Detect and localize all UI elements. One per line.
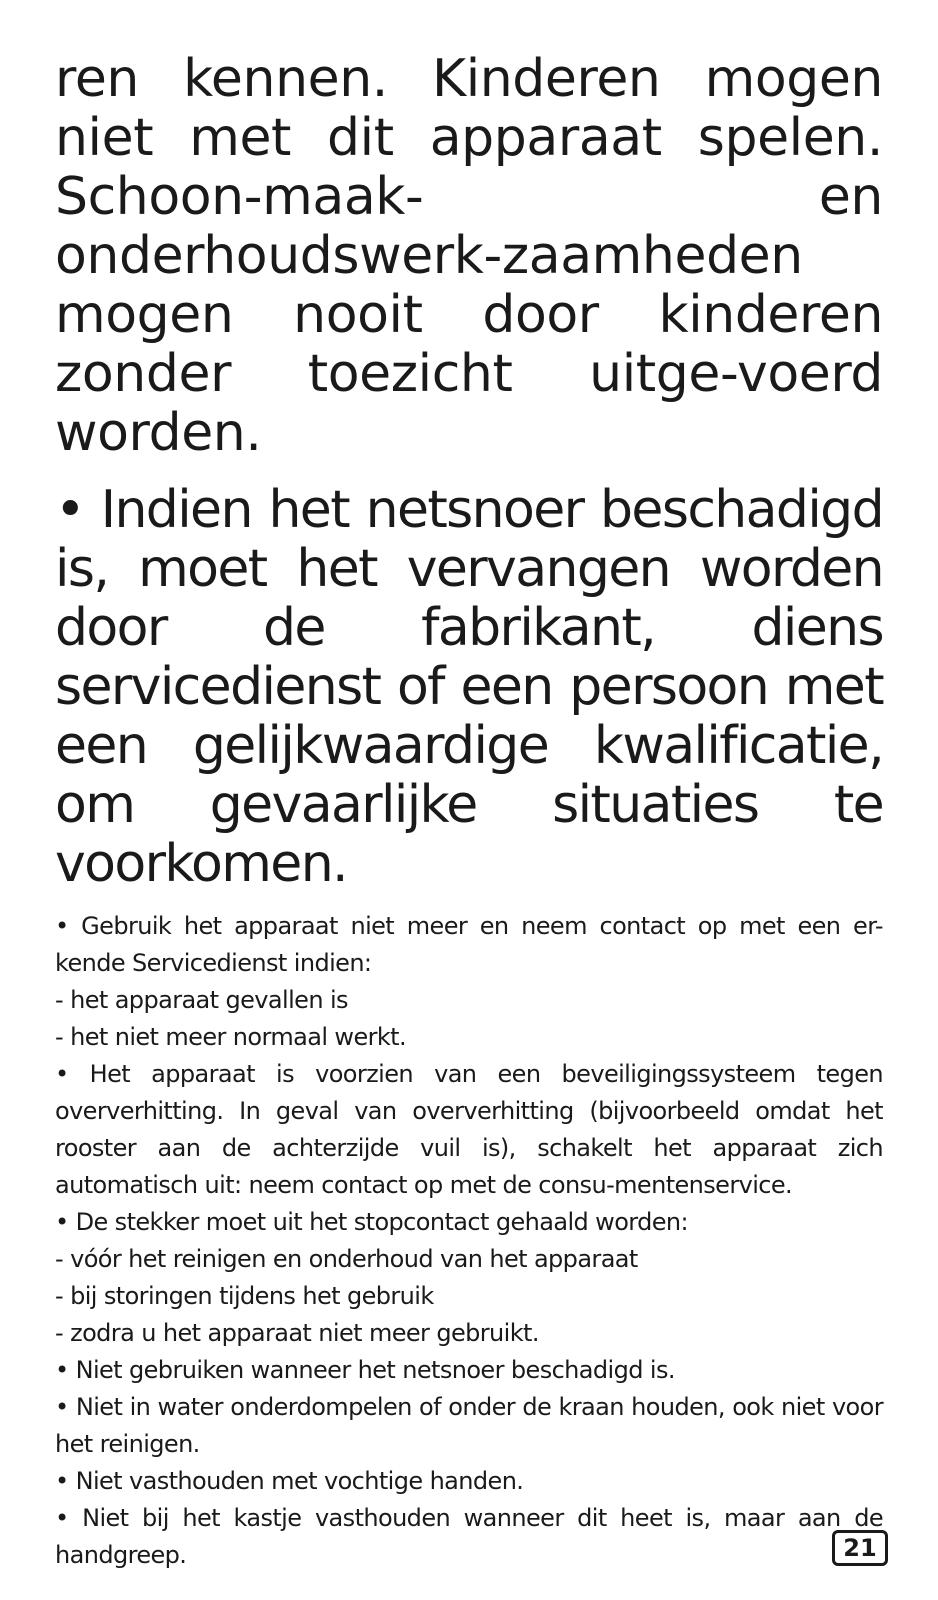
instruction-item: • Het apparaat is voorzien van een beveiligingssysteem tegen oververhitting. In geval van oververhitting (bijvoorbeeld omdat het rooster aan de achterzijde vuil is), schakelt het apparaat zich automatisch uit: neem contact op met de consu-mentenservice. <box>55 1060 883 1199</box>
instruction-item: • Gebruik het apparaat niet meer en neem contact op met een er-kende Servicedienst indien: <box>55 912 883 977</box>
instruction-item: • Niet gebruiken wanneer het netsnoer beschadigd is. <box>55 1356 675 1384</box>
instruction-item: - vóór het reinigen en onderhoud van het apparaat <box>55 1245 638 1273</box>
instruction-list <box>55 908 883 1574</box>
instruction-item: • Niet in water onderdompelen of onder de kraan houden, ook niet voor het reinigen. <box>55 1393 883 1458</box>
instruction-item: • De stekker moet uit het stopcontact gehaald worden: <box>55 1208 689 1236</box>
intro-paragraph: ren kennen. Kinderen mogen niet met dit apparaat spelen. Schoon-maak- en onderhoudswerk-zaamheden mogen nooit door kinderen zonder toezicht uitge-voerd worden. <box>55 49 883 463</box>
instruction-item: - het niet meer normaal werkt. <box>55 1023 407 1051</box>
instruction-item: - bij storingen tijdens het gebruik <box>55 1282 434 1310</box>
page-number-badge: 21 <box>832 1530 888 1566</box>
cord-warning-paragraph: • Indien het netsnoer beschadigd is, moet het vervangen worden door de fabrikant, diens servicedienst of een persoon met een gelijkwaardige kwalificatie, om gevaarlijke situaties te voorkomen. <box>55 480 883 894</box>
instruction-item: • Niet vasthouden met vochtige handen. <box>55 1467 524 1495</box>
instruction-item: - zodra u het apparaat niet meer gebruikt. <box>55 1319 539 1347</box>
instruction-item: - het apparaat gevallen is <box>55 986 348 1014</box>
instruction-item: • Niet bij het kastje vasthouden wanneer dit heet is, maar aan de handgreep. <box>55 1504 883 1569</box>
manual-page <box>55 50 883 1574</box>
